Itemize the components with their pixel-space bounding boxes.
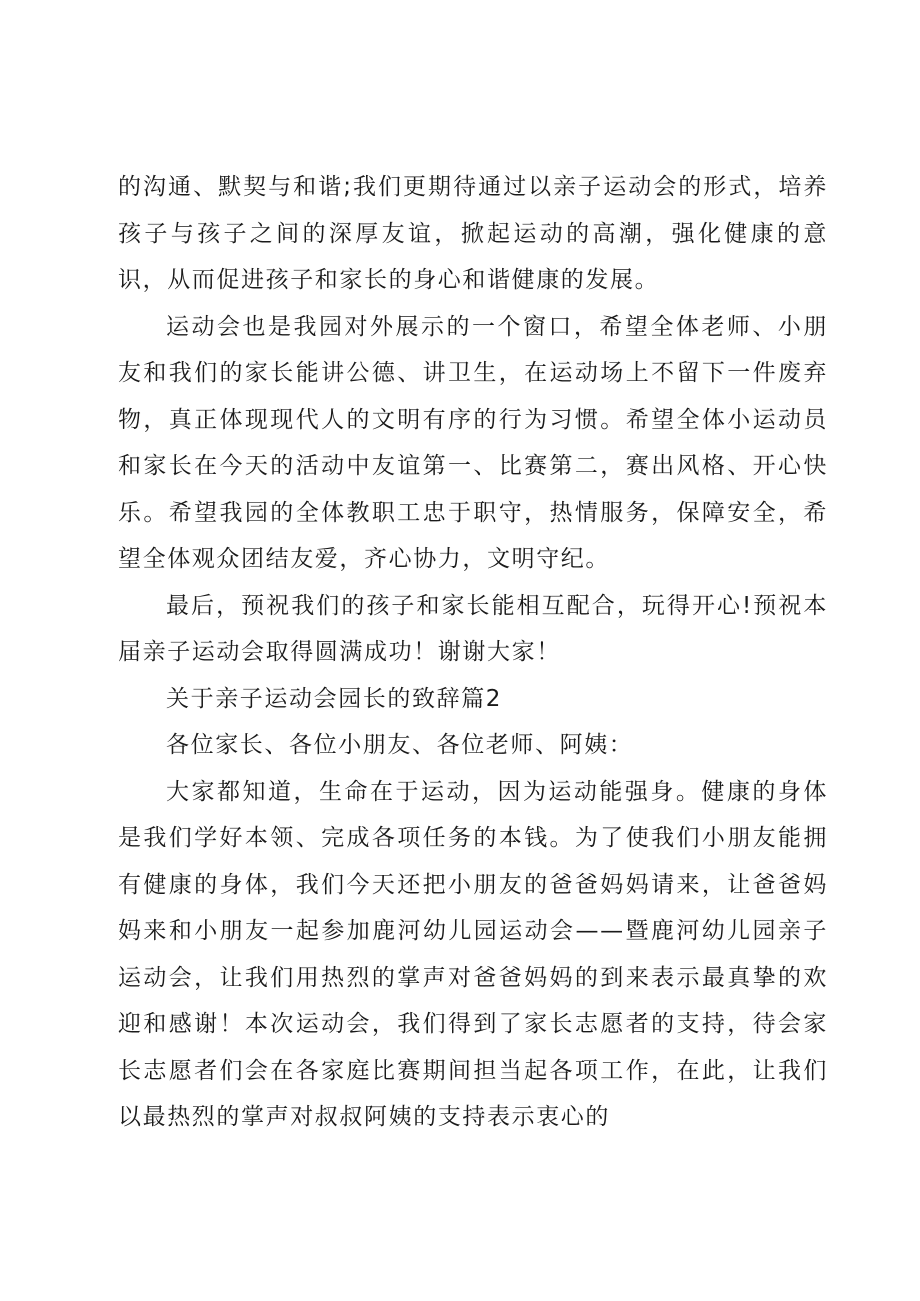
document-body (118, 164, 828, 1141)
paragraph-continuation: 的沟通、默契与和谐;我们更期待通过以亲子运动会的形式，培养孩子与孩子之间的深厚友谊，掀起运动的高潮，强化健康的意识，从而促进孩子和家长的身心和谐健康的发展。 (118, 174, 828, 293)
section-title: 关于亲子运动会园长的致辞篇2 (166, 685, 503, 712)
paragraph-sports-meet-window: 运动会也是我园对外展示的一个窗口，希望全体老师、小朋友和我们的家长能讲公德、讲卫生，在运动场上不留下一件废弃物，真正体现现代人的文明有序的行为习惯。希望全体小运动员和家长在今天的活动中友谊第一、比赛第二，赛出风格、开心快乐。希望我园的全体教职工忠于职守，热情服务，保障安全，希望全体观众团结友爱，齐心协力，文明守纪。 (118, 313, 828, 572)
salutation: 各位家长、各位小朋友、各位老师、阿姨： (166, 732, 634, 758)
paragraph-closing-wishes: 最后，预祝我们的孩子和家长能相互配合，玩得开心!预祝本届亲子运动会取得圆满成功！谢谢大家！ (118, 592, 828, 665)
paragraph-speech-body: 大家都知道，生命在于运动，因为运动能强身。健康的身体是我们学好本领、完成各项任务的本钱。为了使我们小朋友能拥有健康的身体，我们今天还把小朋友的爸爸妈妈请来，让爸爸妈妈来和小朋友一起参加鹿河幼儿园运动会——暨鹿河幼儿园亲子运动会，让我们用热烈的掌声对爸爸妈妈的到来表示最真挚的欢迎和感谢！本次运动会，我们得到了家长志愿者的支持，待会家长志愿者们会在各家庭比赛期间担当起各项工作，在此，让我们以最热烈的掌声对叔叔阿姨的支持表示衷心的 (118, 778, 828, 1130)
